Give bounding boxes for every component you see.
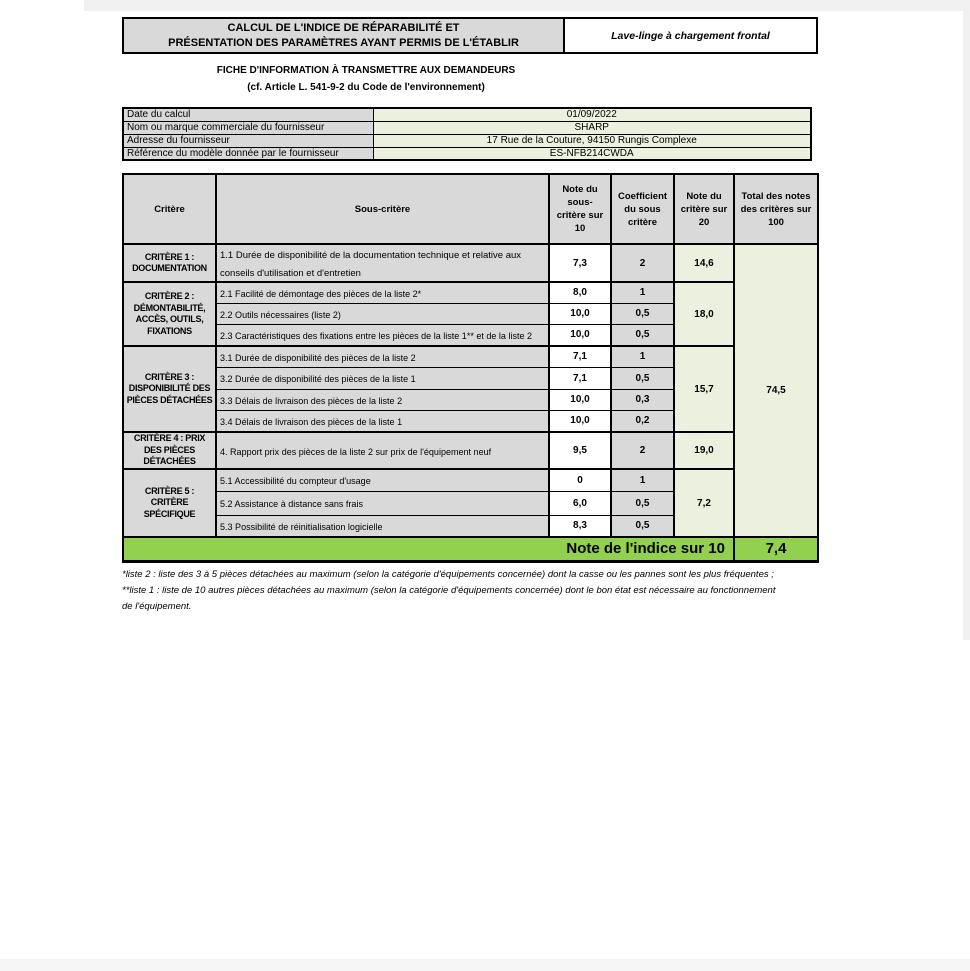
criteria-table [122, 173, 819, 563]
coef-2-1: 1 [611, 282, 674, 303]
subcriterion-5-2: 5.2 Assistance à distance sans frais [216, 491, 549, 515]
note-3-3: 10,0 [549, 389, 611, 410]
subcriterion-2-3: 2.3 Caractéristiques des fixations entre les pièces de la liste 1** et de la liste 2 [216, 324, 549, 346]
score-criterion-3: 15,7 [674, 346, 734, 432]
supplier-info-table [122, 107, 812, 161]
criterion-1-label: CRITÈRE 1 : DOCUMENTATION [123, 244, 216, 282]
score-criterion-2: 18,0 [674, 282, 734, 346]
note-3-2: 7,1 [549, 367, 611, 389]
coef-5-3: 0,5 [611, 515, 674, 537]
total-score-100: 74,5 [734, 244, 818, 537]
info-label-address: Adresse du fournisseur [123, 134, 373, 147]
notice-line1: FICHE D'INFORMATION À TRANSMETTRE AUX DEMANDEURS [216, 65, 516, 76]
table-row [123, 134, 811, 147]
subcriterion-2-2: 2.2 Outils nécessaires (liste 2) [216, 303, 549, 324]
note-3-4: 10,0 [549, 410, 611, 432]
col-header-criterion: Critère [123, 174, 216, 244]
index-label: Note de l'indice sur 10 [123, 537, 734, 561]
score-criterion-1: 14,6 [674, 244, 734, 282]
note-2-3: 10,0 [549, 324, 611, 346]
coef-3-4: 0,2 [611, 410, 674, 432]
notice-line2: (cf. Article L. 541-9-2 du Code de l'environnement) [247, 82, 485, 93]
note-4: 9,5 [549, 432, 611, 469]
note-2-2: 10,0 [549, 303, 611, 324]
table-row [123, 432, 818, 469]
table-row [123, 282, 818, 303]
col-header-note10: Note du sous-critère sur 10 [549, 174, 611, 244]
table-row [123, 147, 811, 160]
footnote-liste1: **liste 1 : liste de 10 autres pièces détachées au maximum (selon la catégorie d'équipements concernée) dont le bon état est nécessaire au fonctionnement de l'équipement. [122, 585, 776, 612]
coef-5-2: 0,5 [611, 491, 674, 515]
criterion-2-label: CRITÈRE 2 : DÉMONTABILITÉ, ACCÈS, OUTILS, FIXATIONS [123, 282, 216, 346]
note-5-1: 0 [549, 469, 611, 491]
info-label-date: Date du calcul [123, 108, 373, 121]
coef-3-1: 1 [611, 346, 674, 367]
index-row [123, 537, 818, 561]
page-edge-right [963, 0, 970, 640]
score-criterion-5: 7,2 [674, 469, 734, 537]
table-row [123, 108, 811, 121]
subcriterion-2-1: 2.1 Facilité de démontage des pièces de la liste 2* [216, 282, 549, 303]
subcriterion-3-1: 3.1 Durée de disponibilité des pièces de la liste 2 [216, 346, 549, 367]
note-3-1: 7,1 [549, 346, 611, 367]
coef-3-2: 0,5 [611, 367, 674, 389]
page-edge-top [84, 0, 970, 11]
product-category-label: Lave-linge à chargement frontal [611, 29, 770, 42]
info-value-address: 17 Rue de la Couture, 94150 Rungis Complexe [373, 134, 811, 147]
col-header-note20: Note du critère sur 20 [674, 174, 734, 244]
criterion-5-label: CRITÈRE 5 : CRITÈRE SPÉCIFIQUE [123, 469, 216, 537]
document-title-line1: CALCUL DE L'INDICE DE RÉPARABILITÉ ET [227, 21, 460, 34]
subcriterion-4: 4. Rapport prix des pièces de la liste 2 sur prix de l'équipement neuf [216, 432, 549, 469]
criteria-header-row [123, 174, 818, 244]
note-5-3: 8,3 [549, 515, 611, 537]
note-5-2: 6,0 [549, 491, 611, 515]
info-value-brand: SHARP [373, 121, 811, 134]
subcriterion-1-1: 1.1 Durée de disponibilité de la documentation technique et relative aux conseils d'utilisation et d'entretien [216, 244, 549, 282]
table-row [123, 346, 818, 367]
table-row [123, 121, 811, 134]
info-value-model: ES-NFB214CWDA [373, 147, 811, 160]
subcriterion-5-1: 5.1 Accessibilité du compteur d'usage [216, 469, 549, 491]
coef-3-3: 0,3 [611, 389, 674, 410]
coef-5-1: 1 [611, 469, 674, 491]
notice-block [122, 65, 610, 93]
document-title [124, 19, 565, 52]
footnotes [122, 567, 788, 615]
subcriterion-5-3: 5.3 Possibilité de réinitialisation logicielle [216, 515, 549, 537]
criterion-3-label: CRITÈRE 3 : DISPONIBILITÉ DES PIÈCES DÉTACHÉES [123, 346, 216, 432]
coef-2-3: 0,5 [611, 324, 674, 346]
info-label-model: Référence du modèle donnée par le fournisseur [123, 147, 373, 160]
subcriterion-3-3: 3.3 Délais de livraison des pièces de la liste 2 [216, 389, 549, 410]
table-row [123, 244, 818, 282]
subcriterion-3-4: 3.4 Délais de livraison des pièces de la liste 1 [216, 410, 549, 432]
table-row [123, 469, 818, 491]
coef-1-1: 2 [611, 244, 674, 282]
title-band [122, 17, 818, 54]
subcriterion-3-2: 3.2 Durée de disponibilité des pièces de la liste 1 [216, 367, 549, 389]
col-header-coefficient: Coefficient du sous critère [611, 174, 674, 244]
info-label-brand: Nom ou marque commerciale du fournisseur [123, 121, 373, 134]
coef-4: 2 [611, 432, 674, 469]
footnote-liste2: *liste 2 : liste des 3 à 5 pièces détachées au maximum (selon la catégorie d'équipements concernée) dont la casse ou les pannes sont les plus fréquentes ; [122, 569, 774, 580]
document-title-line2: PRÉSENTATION DES PARAMÈTRES AYANT PERMIS DE L'ÉTABLIR [168, 36, 519, 49]
info-value-date: 01/09/2022 [373, 108, 811, 121]
coef-2-2: 0,5 [611, 303, 674, 324]
page-edge-bottom [0, 959, 970, 971]
product-category-box [565, 19, 816, 52]
col-header-total100: Total des notes des critères sur 100 [734, 174, 818, 244]
score-criterion-4: 19,0 [674, 432, 734, 469]
note-2-1: 8,0 [549, 282, 611, 303]
note-1-1: 7,3 [549, 244, 611, 282]
index-value: 7,4 [734, 537, 818, 561]
criterion-4-label: CRITÈRE 4 : PRIX DES PIÈCES DÉTACHÉES [123, 432, 216, 469]
col-header-subcriterion: Sous-critère [216, 174, 549, 244]
